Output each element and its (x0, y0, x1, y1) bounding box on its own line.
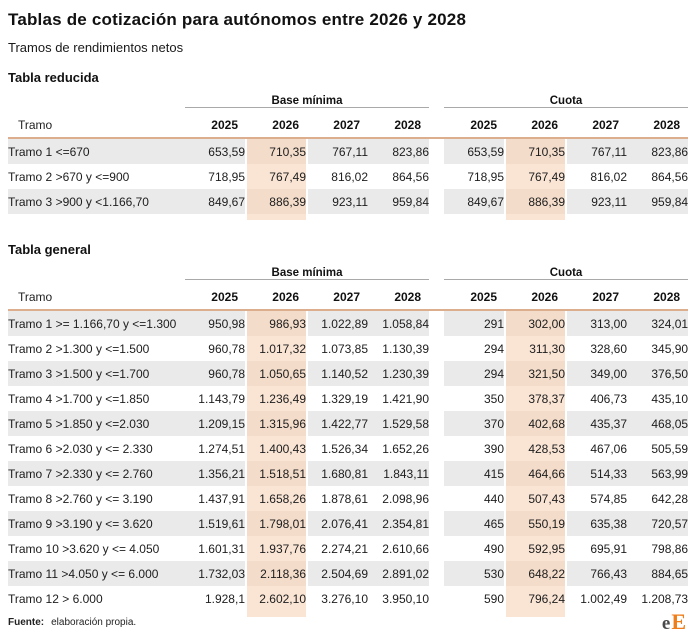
cell-value: 1.073,85 (321, 341, 368, 356)
cell-value: 767,11 (307, 138, 368, 164)
column-gap (429, 164, 444, 189)
cell-value: 313,00 (566, 310, 627, 336)
row-label: Tramo 1 <=670 (8, 138, 185, 164)
column-gap (429, 461, 444, 486)
cell-value: 376,50 (627, 361, 688, 386)
year-header-2026: 2026 (246, 280, 307, 311)
cell-value: 1.002,49 (580, 591, 628, 606)
column-gap (429, 189, 444, 214)
cell-value: 653,59 (185, 138, 246, 164)
stub-cell (505, 214, 566, 220)
table-row (8, 138, 688, 164)
table-row (8, 361, 688, 386)
source-text: elaboración propia. (51, 617, 137, 628)
year-header-2028: 2028 (627, 280, 688, 311)
year-header-2027: 2027 (307, 108, 368, 139)
table-row (8, 336, 688, 361)
group-header-base-minima: Base mínima (185, 95, 429, 108)
cell-value: 1.140,52 (307, 361, 368, 386)
cell-value: 1.680,81 (307, 461, 368, 486)
table-section-tabla-general (8, 242, 688, 617)
cell-value: 574,85 (590, 491, 628, 506)
cell-value: 1.050,65 (246, 361, 307, 386)
group-header-row (8, 95, 688, 108)
cell-value: 816,02 (590, 169, 628, 184)
cell-value: 370 (444, 411, 505, 436)
group-header-spacer (8, 95, 185, 108)
column-gap (429, 561, 444, 586)
stub-cell (368, 214, 429, 220)
cell-value: 886,39 (246, 189, 307, 214)
cell-value: 563,99 (627, 461, 688, 486)
cell-value: 590 (483, 591, 505, 606)
year-header-2027: 2027 (566, 108, 627, 139)
cell-value: 468,05 (627, 411, 688, 436)
cell-value: 960,78 (185, 361, 246, 386)
year-header-2026: 2026 (505, 108, 566, 139)
source-footer (8, 609, 688, 633)
cell-value: 302,00 (505, 310, 566, 336)
cell-value: 1.017,32 (246, 336, 307, 361)
cell-value: 1.843,11 (368, 461, 429, 486)
cell-value: 349,00 (566, 361, 627, 386)
table-row (8, 586, 688, 611)
stub-cell (185, 214, 246, 220)
table-title: Tabla reducida (8, 70, 99, 85)
column-gap (429, 138, 444, 164)
row-label: Tramo 1 >= 1.166,70 y <=1.300 (8, 310, 185, 336)
cell-value: 1.652,26 (382, 441, 430, 456)
row-header-tramo: Tramo (8, 280, 185, 311)
cell-value: 1.658,26 (246, 486, 307, 511)
table-row (8, 486, 688, 511)
group-header-row (8, 267, 688, 280)
cell-value: 464,66 (505, 461, 566, 486)
stub-cell (429, 214, 444, 220)
cell-value: 2.098,96 (382, 491, 430, 506)
cell-value: 1.209,15 (185, 411, 246, 436)
cell-value: 642,28 (651, 491, 689, 506)
cell-value: 2.118,36 (246, 561, 307, 586)
cell-value: 440 (483, 491, 505, 506)
cell-value: 328,60 (590, 341, 628, 356)
cell-value: 1.130,39 (382, 341, 430, 356)
year-header-2028: 2028 (368, 280, 429, 311)
cell-value: 311,30 (505, 336, 566, 361)
cell-value: 1.022,89 (307, 310, 368, 336)
row-label: Tramo 9 >3.190 y <= 3.620 (8, 511, 185, 536)
year-header-2026: 2026 (246, 108, 307, 139)
cell-value: 1.732,03 (185, 561, 246, 586)
cell-value: 2.354,81 (368, 511, 429, 536)
row-label: Tramo 3 >1.500 y <=1.700 (8, 361, 185, 386)
cell-value: 1.798,01 (246, 511, 307, 536)
cell-value: 490 (483, 541, 505, 556)
cell-value: 767,11 (566, 138, 627, 164)
year-header-2028: 2028 (627, 108, 688, 139)
row-label: Tramo 8 >2.760 y <= 3.190 (8, 491, 153, 506)
cell-value: 923,11 (566, 189, 627, 214)
highlight-stub-row (8, 214, 688, 220)
cell-value: 1.356,21 (185, 461, 246, 486)
cell-value: 1.236,49 (246, 386, 307, 411)
column-gap (429, 361, 444, 386)
cell-value: 798,86 (651, 541, 689, 556)
cell-value: 1.058,84 (368, 310, 429, 336)
cell-value: 324,01 (627, 310, 688, 336)
row-label: Tramo 3 >900 y <1.166,70 (8, 189, 185, 214)
tables-container (8, 55, 688, 617)
cell-value: 390 (483, 441, 505, 456)
cell-value: 1.400,43 (246, 436, 307, 461)
year-header-row (8, 280, 688, 311)
column-gap (429, 336, 444, 361)
cell-value: 1.422,77 (307, 411, 368, 436)
cell-value: 2.504,69 (307, 561, 368, 586)
eleconomista-logo (662, 611, 686, 633)
cell-value: 959,84 (627, 189, 688, 214)
column-gap (429, 386, 444, 411)
row-label: Tramo 7 >2.330 y <= 2.760 (8, 461, 185, 486)
column-gap (429, 486, 444, 511)
cell-value: 718,95 (467, 169, 505, 184)
cell-value: 2.076,41 (307, 511, 368, 536)
cell-value: 1.518,51 (246, 461, 307, 486)
cell-value: 3.276,10 (321, 591, 368, 606)
row-label: Tramo 2 >1.300 y <=1.500 (8, 341, 150, 356)
cell-value: 406,73 (590, 391, 628, 406)
cell-value: 884,65 (627, 561, 688, 586)
group-header-spacer (8, 267, 185, 280)
table-section-tabla-reducida (8, 70, 688, 220)
cell-value: 950,98 (185, 310, 246, 336)
cell-value: 864,56 (392, 169, 430, 184)
cell-value: 816,02 (331, 169, 368, 184)
cell-value: 465 (444, 511, 505, 536)
table-row (8, 436, 688, 461)
column-gap (429, 436, 444, 461)
logo-letter-e: e (661, 613, 671, 633)
cell-value: 1.421,90 (382, 391, 430, 406)
table-row (8, 189, 688, 214)
cell-value: 1.208,73 (641, 591, 689, 606)
cell-value: 1.601,31 (198, 541, 245, 556)
cell-value: 653,59 (444, 138, 505, 164)
table-row (8, 536, 688, 561)
cell-value: 1.437,91 (198, 491, 245, 506)
cell-value: 823,86 (627, 138, 688, 164)
cell-value: 864,56 (651, 169, 689, 184)
cell-value: 550,19 (505, 511, 566, 536)
cell-value: 514,33 (566, 461, 627, 486)
cell-value: 635,38 (566, 511, 627, 536)
year-header-2025: 2025 (185, 280, 246, 311)
cell-value: 505,59 (651, 441, 689, 456)
cell-value: 1.230,39 (368, 361, 429, 386)
cell-value: 291 (444, 310, 505, 336)
cell-value: 960,78 (208, 341, 245, 356)
cell-value: 1.329,19 (321, 391, 368, 406)
cell-value: 823,86 (368, 138, 429, 164)
table-row (8, 411, 688, 436)
cell-value: 435,37 (566, 411, 627, 436)
page-subtitle: Tramos de rendimientos netos (8, 40, 184, 55)
cell-value: 2.891,02 (368, 561, 429, 586)
cotization-table-tabla-general (8, 267, 688, 617)
column-gap (429, 310, 444, 336)
cell-value: 986,93 (246, 310, 307, 336)
logo-letter-E: E (671, 609, 686, 633)
row-label: Tramo 5 >1.850 y <=2.030 (8, 411, 185, 436)
row-label: Tramo 12 > 6.000 (8, 591, 103, 606)
cell-value: 923,11 (307, 189, 368, 214)
cell-value: 350 (483, 391, 505, 406)
table-row (8, 461, 688, 486)
year-header-2028: 2028 (368, 108, 429, 139)
year-header-2026: 2026 (505, 280, 566, 311)
cell-value: 1.519,61 (185, 511, 246, 536)
year-header-2027: 2027 (566, 280, 627, 311)
cell-value: 1.274,51 (198, 441, 245, 456)
group-gap (429, 280, 444, 311)
row-label: Tramo 11 >4.050 y <= 6.000 (8, 561, 185, 586)
cell-value: 886,39 (505, 189, 566, 214)
cell-value: 294 (483, 341, 505, 356)
table-row (8, 561, 688, 586)
cell-value: 720,57 (627, 511, 688, 536)
table-row (8, 310, 688, 336)
group-gap (429, 95, 444, 108)
column-gap (429, 536, 444, 561)
table-row (8, 164, 688, 189)
stub-cell (246, 214, 307, 220)
cell-value: 1.526,34 (321, 441, 368, 456)
cell-value: 2.602,10 (246, 586, 307, 611)
cell-value: 345,90 (651, 341, 689, 356)
cell-value: 435,10 (651, 391, 689, 406)
year-header-row (8, 108, 688, 139)
group-header-base-minima: Base mínima (185, 267, 429, 280)
cell-value: 710,35 (505, 138, 566, 164)
row-label: Tramo 2 >670 y <=900 (8, 169, 130, 184)
cell-value: 1.878,61 (321, 491, 368, 506)
stub-cell (307, 214, 368, 220)
stub-cell (627, 214, 688, 220)
cell-value: 1.928,1 (204, 591, 245, 606)
cell-value: 294 (444, 361, 505, 386)
cell-value: 2.610,66 (382, 541, 430, 556)
cell-value: 766,43 (566, 561, 627, 586)
year-header-2027: 2027 (307, 280, 368, 311)
row-label: Tramo 6 >2.030 y <= 2.330 (8, 441, 153, 456)
group-header-cuota: Cuota (444, 267, 688, 280)
group-gap (429, 267, 444, 280)
table-row (8, 511, 688, 536)
cell-value: 467,06 (590, 441, 628, 456)
source-label: Fuente: (8, 617, 45, 628)
cell-value: 959,84 (368, 189, 429, 214)
stub-cell (566, 214, 627, 220)
page-title: Tablas de cotización para autónomos entre 2026 y 2028 (8, 10, 467, 29)
cell-value: 1.143,79 (198, 391, 245, 406)
cell-value: 695,91 (590, 541, 628, 556)
column-gap (429, 411, 444, 436)
table-title: Tabla general (8, 242, 91, 257)
cell-value: 2.274,21 (321, 541, 368, 556)
cell-value: 767,49 (505, 164, 566, 189)
cell-value: 796,24 (505, 586, 566, 611)
cell-value: 849,67 (185, 189, 246, 214)
cell-value: 530 (444, 561, 505, 586)
cell-value: 849,67 (444, 189, 505, 214)
row-label: Tramo 4 >1.700 y <=1.850 (8, 391, 150, 406)
cell-value: 428,53 (505, 436, 566, 461)
cell-value: 718,95 (208, 169, 245, 184)
row-label: Tramo 10 >3.620 y <= 4.050 (8, 541, 160, 556)
cell-value: 402,68 (505, 411, 566, 436)
column-gap (429, 586, 444, 611)
group-header-cuota: Cuota (444, 95, 688, 108)
cell-value: 592,95 (505, 536, 566, 561)
year-header-2025: 2025 (444, 108, 505, 139)
cell-value: 378,37 (505, 386, 566, 411)
cell-value: 767,49 (246, 164, 307, 189)
cell-value: 1.937,76 (246, 536, 307, 561)
cotization-table-tabla-reducida (8, 95, 688, 220)
stub-cell (8, 214, 185, 220)
table-row (8, 386, 688, 411)
cell-value: 321,50 (505, 361, 566, 386)
cell-value: 1.529,58 (368, 411, 429, 436)
column-gap (429, 511, 444, 536)
stub-cell (444, 214, 505, 220)
cell-value: 507,43 (505, 486, 566, 511)
row-header-tramo: Tramo (8, 108, 185, 139)
cell-value: 1.315,96 (246, 411, 307, 436)
cell-value: 648,22 (505, 561, 566, 586)
cell-value: 710,35 (246, 138, 307, 164)
year-header-2025: 2025 (185, 108, 246, 139)
group-gap (429, 108, 444, 139)
cell-value: 3.950,10 (382, 591, 430, 606)
year-header-2025: 2025 (444, 280, 505, 311)
cell-value: 415 (444, 461, 505, 486)
